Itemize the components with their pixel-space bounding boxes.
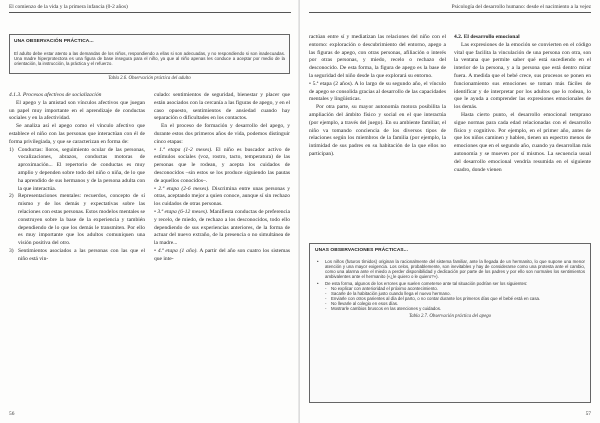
paragraph: Hasta cierto punto, el desarrollo emocional temprano sigue normas para cada edad relacionadas con el desarrollo físico y cognitivo. Por ejemplo, en el primer año, antes de que los niños caminen y hablen, tienen un espectro menos de emociones que en el segundo año, cuando ya desarrollan más autonomía y se mueven por sí mismos. La secuencia usual del desarrollo emocional vendría resumida en el siguiente cuadro, donde vienen: [454, 111, 591, 173]
observation-text: No explicar con anterioridad el próximo acontecimiento.: [331, 286, 438, 292]
box-text: El adulto debe estar atento a las demandas de los niños, respondiendo a ellas si son adecuadas, y no respondiendo si son inadecuadas. Una madre hiperprotectora es una figura de base insegura para el niño, ya que al niño apenas les conduce a aceptar por medio de la orientación, la instrucción, la práctica y el refuerzo.: [14, 51, 285, 67]
stage-label: • 1.ª etapa (1-2 meses).: [154, 146, 213, 153]
stage-text: Manifiesta conductas de preferencia y recelo, de miedo, de rechazo a los desconocidos, todo ello dependiendo de sus experiencias anteriores, de la forma de actuar del nuevo extraño, de la presencia o no simultánea de la madre...: [154, 208, 290, 247]
running-head-right: Psicología del desarrollo humano: desde el nacimiento a la vejez: [451, 4, 591, 10]
observation-text: De esta forma, algunos de los errores que suelen cometerse ante tal situación podrían ser los siguientes:: [325, 281, 528, 287]
section-heading: 4.2. El desarrollo emocional: [454, 34, 520, 40]
page-number-right: 57: [585, 411, 591, 417]
paragraph: Se analiza así el apego como el vínculo afectivo que establece el niño con las personas que interactúan con él de forma privilegiada, y que se caracterizan en forma de:: [9, 123, 145, 145]
right-column-1: [309, 34, 446, 159]
practical-observations-box: [309, 243, 591, 403]
observation-text: Enviarle con otros parientes al día del parto, o no contar durante los primeros días que el bebé está en casa.: [331, 296, 541, 302]
observation-item: [315, 259, 585, 279]
observation-text: No llevarle al colegio en esos días.: [331, 301, 399, 307]
list-number: 3): [9, 247, 14, 254]
stage-label: • 4.ª etapa (1 año).: [154, 247, 198, 254]
stage-label: • 3.ª etapa (6-12 meses).: [154, 208, 209, 215]
paragraph: culado: sentimientos de seguridad, bienestar y placer que están asociados con la cercanía a las figuras de apego, y en el caso opuesto, sentimientos de ansiedad cuando hay separación o dificultades en los contactos.: [154, 92, 290, 122]
stage-item: [154, 209, 290, 248]
observation-text: Sacarle de la habitación justo cuando llega el nuevo hermano.: [331, 291, 451, 297]
table-caption: Tabla 2.6. Observación práctica del adulto: [108, 76, 191, 81]
paragraph: En el proceso de formación y desarrollo del apego, y durante estos dos primeros años de vida, podemos distinguir cinco etapas:: [154, 123, 290, 145]
dash-icon: -: [325, 301, 327, 307]
box-title: UNA OBSERVACIÓN PRÁCTICA...: [14, 39, 94, 44]
dash-icon: -: [325, 286, 327, 292]
dash-icon: -: [325, 291, 327, 297]
table-caption: Tabla 2.7. Observación práctica del apego: [408, 314, 492, 320]
stage-item: [154, 147, 290, 186]
list-text: Conductas: lloros, seguimiento ocular de las personas, vocalizaciones, abrazos, conductas motoras de aproximación... El repertorio de conductas es muy amplio y dependen sobre todo del niño o niña, de lo que ha aprendido de sus hermanos y de la persona adulta con la que interactúa.: [18, 146, 145, 192]
stage-item: [154, 186, 290, 209]
observation-subitem: [315, 306, 585, 311]
left-column-1: [9, 92, 145, 264]
header-rule-right: [309, 12, 591, 13]
bullet-icon: •: [317, 259, 319, 264]
header-rule-left: [9, 12, 291, 13]
running-head-left: El comienzo de la vida y la primera infancia (0-2 años): [9, 4, 128, 10]
paragraph: El apego y la amistad son vínculos afectivos que juegan un papel muy importante en el aprendizaje de conductas sociales y en la afectividad.: [9, 99, 145, 122]
list-number: 1): [9, 146, 14, 153]
stage-text: Discrimina entre unas personas y otras, aceptando mejor a quien conoce, aunque sí sin rechazo los cuidados de otras personas.: [154, 185, 290, 208]
paragraph: Por otra parte, su mayor autonomía motora posibilita la ampliación del ámbito físico y social en el que interactúa (por ejemplo, a través del juego). En su ambiente familiar, el niño va tomando conciencia de los diversos tipos de relaciones según los miembros de la familia (por ejemplo, la intimidad de sus padres en su habitación de la que ellos no participan).: [309, 104, 446, 157]
observation-text: Los niños (futuros tímidos) originan la racionalmente del sistema familiar, ante la llegada de un hermanito, lo que supone una menor atención y una mayor exigencia. Los celos, probablemente, son inevitables y hay de considerarse como una protesta ante el cambio, como una alarma ante el miedo a perder disponibilidad y dedicación por parte de los padres y por ello son normales los sentimientos ambivalentes ante el hermanito («¿le quiero o le quiero?»).: [325, 259, 585, 280]
list-text: Sentimientos asociados a las personas con las que el niño está vin-: [18, 247, 145, 262]
list-item: [9, 147, 145, 194]
stage-label: • 2.ª etapa (2-6 meses).: [154, 185, 210, 192]
list-item: [9, 193, 145, 248]
paragraph: ractúan entre sí y mediatizan las relaciones del niño con el entorno: exploración o descubrimiento del entorno, apego a las figuras de apego, con otras personas, afiliación o interés por otras personas, y miedo, recelo o rechazo del desconocido. De esta forma, la figura de apego es la base de la seguridad del niño desde la que explorará su entorno.: [309, 34, 446, 79]
stage-text: A partir del año son cuatro los sistemas que inte-: [154, 247, 290, 262]
paragraph: Las expresiones de la emoción se convierten en el código vital que facilita la vinculación de una persona con otra, son la ventana que permite saber qué está sucediendo en el interior de la persona, y a la persona que está dentro mirar fuera. A medida que el bebé crece, sus procesos se ponen en funcionamiento sus emociones se toman más fáciles de identificar y de interpretar por los adultos que lo rodean, lo que le ayuda a comprender las expresiones emocionales de los demás.: [454, 41, 591, 111]
practical-observation-box: [9, 34, 290, 74]
observations-list: [315, 259, 585, 311]
dash-icon: -: [325, 306, 327, 312]
page-number-left: 56: [9, 411, 15, 417]
list-text: Representaciones mentales: recuerdos, concepto de sí mismo y de los demás y expectativas sobre las relaciones con estas personas. Estos modelos mentales se construyen sobre la base de la experiencia y también dependiendo de lo que los demás le transmiten. Por ello es muy importante que los adultos comuniquen una visión positiva del otro.: [18, 193, 145, 247]
paragraph: • 5.ª etapa (2 años). A lo largo de su segundo año, el vínculo de apego se consolida gracias al desarrollo de las capacidades mentales y lingüísticas.: [309, 80, 446, 103]
list-item: [9, 248, 145, 264]
right-page: [300, 0, 600, 423]
stage-item: [154, 248, 290, 264]
stage-text: El niño es buscador activo de estímulos sociales (voz, rostro, tacto, temperatura) de las personas que le rodean, y acepta los cuidados de desconocidos –sin estos se los produce siguiendo las pautas de aquellos conocidos–.: [154, 146, 290, 184]
bullet-icon: •: [317, 281, 319, 287]
left-column-2: [154, 92, 290, 264]
list-number: 2): [9, 193, 14, 200]
right-column-2: [454, 34, 591, 174]
dash-icon: -: [325, 296, 327, 302]
section-heading: 4.1.3. Procesos afectivos de socialización: [9, 92, 102, 98]
observation-text: Mostrarle cambios bruscos en las atenciones y cuidados.: [331, 306, 442, 312]
attachment-components-list: [9, 147, 145, 264]
box-title: UNAS OBSERVACIONES PRÁCTICAS...: [315, 248, 409, 253]
